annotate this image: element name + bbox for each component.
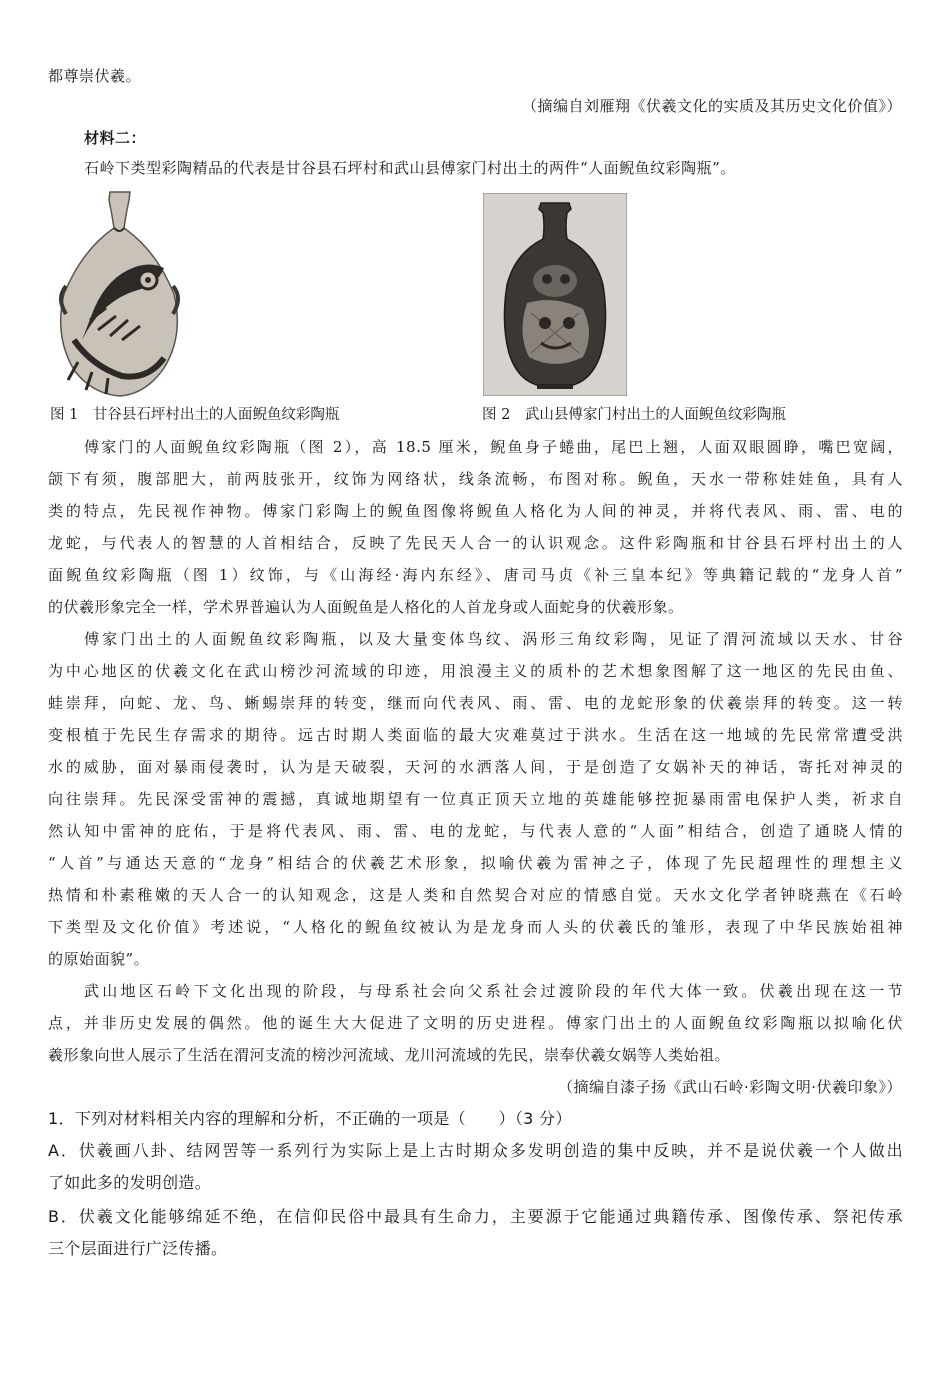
- paragraph-2-line: 热情和朴素稚嫩的天人合一的认知观念，这是人类和自然契合对应的情感自觉。天水文化学者钟晓燕在《石岭: [48, 886, 903, 904]
- paragraph-1-line: 颌下有须，腹部肥大，前两肢张开，纹饰为网络状，线条流畅，布图对称。鲵鱼，天水一带称娃娃鱼，具有人: [48, 470, 903, 488]
- paragraph-1-line: 面鲵鱼纹彩陶瓶（图 1）纹饰，与《山海经·海内东经》、唐司马贞《补三皇本纪》等典籍记载的“龙身人首”: [48, 566, 903, 584]
- paragraph-2-line: 变根植于先民生存需求的期待。远古时期人类面临的最大灾难莫过于洪水。生活在这一地域的先民常常遭受洪: [48, 726, 903, 744]
- intro-line: 石岭下类型彩陶精品的代表是甘谷县石坪村和武山县傅家门村出土的两件“人面鲵鱼纹彩陶瓶”。: [84, 159, 736, 177]
- text-line: 都尊崇伏羲。: [48, 67, 142, 85]
- option-b-line: 三个层面进行广泛传播。: [48, 1239, 228, 1258]
- paragraph-2-line: 向往崇拜。先民深受雷神的震撼，真诚地期望有一位真正顶天立地的英雄能够控扼暴雨雷电保护人类，祈求自: [48, 790, 903, 808]
- paragraph-2-line: 然认知中雷神的庇佑，于是将代表风、雨、雷、电的龙蛇，与代表人意的“人面”相结合，创造了通晓人情的: [48, 822, 903, 840]
- paragraph-1-line: 龙蛇，与代表人的智慧的人首相结合，反映了先民天人合一的认识观念。这件彩陶瓶和甘谷县石坪村出土的人: [48, 534, 903, 552]
- section-heading-material-2: 材料二：: [84, 129, 147, 147]
- option-a-line: A．伏羲画八卦、结网罟等一系列行为实际上是上古时期众多发明创造的集中反映，并不是说伏羲一个人做出: [48, 1141, 903, 1160]
- paragraph-1-line: 类的特点，先民视作神物。傅家门彩陶上的鲵鱼图像将鲵鱼人格化为人间的神灵，并将代表风、雨、雷、电的: [48, 502, 903, 520]
- paragraph-2-line: “人首”与通达天意的“龙身”相结合的伏羲艺术形象，拟喻伏羲为雷神之子，体现了先民超理性的理想主义: [48, 854, 903, 872]
- paragraph-3-line: 点，并非历史发展的偶然。他的诞生大大促进了文明的历史进程。傅家门出土的人面鲵鱼纹彩陶瓶以拟喻化伏: [48, 1014, 903, 1032]
- option-b-line: B．伏羲文化能够绵延不绝，在信仰民俗中最具有生命力，主要源于它能通过典籍传承、图像传承、祭祀传承: [48, 1207, 903, 1226]
- paragraph-2-line: 下类型及文化价值》考述说，“人格化的鲵鱼纹被认为是龙身而人头的伏羲氏的雏形，表现了中华民族始祖神: [48, 918, 903, 936]
- figure-2-caption: 图 2 武山县傅家门村出土的人面鲵鱼纹彩陶瓶: [482, 407, 786, 423]
- paragraph-1-line: 傅家门的人面鲵鱼纹彩陶瓶（图 2），高 18.5 厘米，鲵鱼身子蜷曲，尾巴上翘，人面双眼圆睁，嘴巴宽阔，: [84, 438, 903, 456]
- paragraph-2-line: 水的威胁，面对暴雨侵袭时，认为是天破裂，天河的水洒落人间，于是创造了女娲补天的神话，寄托对神灵的: [48, 758, 903, 776]
- paragraph-3-line: 羲形象向世人展示了生活在渭河支流的榜沙河流域、龙川河流域的先民，崇奉伏羲女娲等人类始祖。: [48, 1046, 731, 1064]
- source-citation-2: （摘编自漆子扬《武山石岭·彩陶文明·伏羲印象》）: [557, 1078, 902, 1096]
- source-citation-1: （摘编自刘雁翔《伏羲文化的实质及其历史文化价值》）: [521, 97, 902, 115]
- figure-1-caption: 图 1 甘谷县石坪村出土的人面鲵鱼纹彩陶瓶: [50, 407, 340, 423]
- option-a-line: 了如此多的发明创造。: [48, 1173, 212, 1192]
- paragraph-2-line: 为中心地区的伏羲文化在武山榜沙河流域的印迹，用浪漫主义的质朴的艺术想象图解了这一地区的先民由鱼、: [48, 662, 903, 680]
- paragraph-3-line: 武山地区石岭下文化出现的阶段，与母系社会向父系社会过渡阶段的年代大体一致。伏羲出现在这一节: [84, 982, 903, 1000]
- question-1-stem: 1．下列对材料相关内容的理解和分析，不正确的一项是（ ）（3 分）: [48, 1109, 572, 1128]
- paragraph-2-line: 傅家门出土的人面鲵鱼纹彩陶瓶，以及大量变体鸟纹、涡形三角纹彩陶，见证了渭河流域以天水、甘谷: [84, 630, 903, 648]
- paragraph-2-line: 蛙崇拜，向蛇、龙、鸟、蜥蜴崇拜的转变，继而向代表风、雨、雷、电的龙蛇形象的伏羲崇拜的转变。这一转: [48, 694, 903, 712]
- vase-photo-figure-1: [52, 190, 187, 398]
- paragraph-1-line: 的伏羲形象完全一样，学术界普遍认为人面鲵鱼是人格化的人首龙身或人面蛇身的伏羲形象。: [48, 598, 684, 616]
- paragraph-2-line: 的原始面貌”。: [48, 950, 150, 968]
- vase-photo-figure-2: [483, 193, 627, 396]
